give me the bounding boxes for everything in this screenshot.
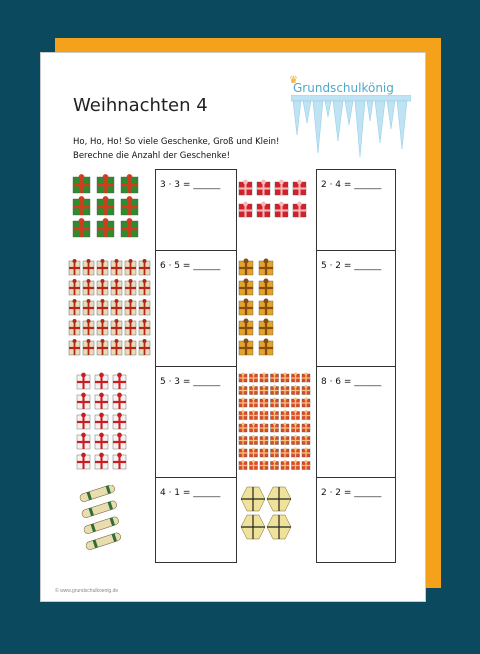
gift-icon bbox=[260, 460, 268, 469]
gift-icon bbox=[250, 398, 258, 407]
equation: 5 · 2 = ______ bbox=[321, 261, 382, 271]
gift-icon bbox=[239, 460, 247, 469]
gift-icon bbox=[250, 373, 258, 382]
gift-icon bbox=[239, 423, 247, 432]
gift-icon bbox=[239, 435, 247, 444]
gift-icon bbox=[239, 410, 247, 419]
gift-icon bbox=[69, 279, 80, 295]
gift-icon bbox=[121, 218, 138, 237]
gift-icon bbox=[271, 385, 279, 394]
gift-icon bbox=[69, 259, 80, 275]
icicles-icon bbox=[291, 95, 411, 159]
gift-icon bbox=[271, 373, 279, 382]
gift-icon bbox=[281, 398, 289, 407]
gift-icon bbox=[302, 460, 310, 469]
answer-cell[interactable] bbox=[316, 366, 396, 478]
crown-icon: ♛ bbox=[289, 75, 298, 86]
gift-icon bbox=[292, 398, 300, 407]
gift-icon bbox=[260, 385, 268, 394]
gift-icon bbox=[260, 398, 268, 407]
gift-icon bbox=[250, 410, 258, 419]
equation: 2 · 4 = ______ bbox=[321, 180, 382, 190]
hexagon-gift-icon bbox=[267, 487, 291, 511]
hexagon-gift-icon bbox=[241, 515, 265, 539]
gift-icon bbox=[125, 319, 136, 335]
intro-line-2: Berechne die Anzahl der Geschenke! bbox=[73, 151, 230, 161]
gift-icon bbox=[292, 373, 300, 382]
gift-icon bbox=[97, 299, 108, 315]
gift-icon bbox=[259, 278, 273, 295]
gift-icon bbox=[239, 258, 253, 275]
gift-icon bbox=[69, 339, 80, 355]
white-red-gift-icon bbox=[75, 371, 135, 475]
brand-name: Grundschulkönig bbox=[293, 81, 394, 95]
gift-icon bbox=[250, 423, 258, 432]
cracker-icon bbox=[81, 500, 118, 519]
gift-icon bbox=[292, 460, 300, 469]
answer-cell[interactable] bbox=[155, 366, 237, 478]
gift-icon bbox=[77, 413, 90, 429]
gift-icon bbox=[111, 339, 122, 355]
gift-icon bbox=[73, 218, 90, 237]
gift-icon bbox=[271, 423, 279, 432]
gift-icon bbox=[250, 385, 258, 394]
gift-icon bbox=[239, 338, 253, 355]
gift-icon bbox=[97, 259, 108, 275]
gift-icon bbox=[292, 435, 300, 444]
gift-icon bbox=[69, 319, 80, 335]
gift-icon bbox=[292, 410, 300, 419]
red-gift-icon bbox=[237, 177, 315, 223]
gift-icon bbox=[302, 448, 310, 457]
gift-icon bbox=[95, 413, 108, 429]
gift-icon bbox=[259, 298, 273, 315]
cracker-icon bbox=[75, 485, 135, 561]
gift-icon bbox=[113, 413, 126, 429]
gift-icon bbox=[77, 453, 90, 469]
gift-icon bbox=[113, 373, 126, 389]
gift-icon bbox=[97, 218, 114, 237]
gift-icon bbox=[125, 279, 136, 295]
gift-icon bbox=[97, 196, 114, 215]
cracker-icon bbox=[85, 532, 122, 551]
gift-icon bbox=[77, 433, 90, 449]
gift-icon bbox=[239, 180, 252, 195]
gift-icon bbox=[271, 460, 279, 469]
gift-icon bbox=[260, 448, 268, 457]
gift-icon bbox=[239, 318, 253, 335]
gift-icon bbox=[95, 433, 108, 449]
gift-icon bbox=[83, 279, 94, 295]
gift-icon bbox=[121, 196, 138, 215]
hexagon-gift-icon bbox=[237, 481, 297, 545]
gift-icon bbox=[260, 423, 268, 432]
gift-icon bbox=[95, 393, 108, 409]
gift-icon bbox=[83, 259, 94, 275]
gift-icon bbox=[281, 460, 289, 469]
gift-icon bbox=[83, 299, 94, 315]
gift-icon bbox=[281, 410, 289, 419]
gift-icon bbox=[281, 373, 289, 382]
gift-icon bbox=[139, 319, 150, 335]
gift-icon bbox=[239, 373, 247, 382]
gift-icon bbox=[139, 259, 150, 275]
gift-icon bbox=[77, 373, 90, 389]
gift-icon bbox=[113, 393, 126, 409]
gift-icon bbox=[239, 298, 253, 315]
gift-icon bbox=[250, 448, 258, 457]
intro-line-1: Ho, Ho, Ho! So viele Geschenke, Groß und Klein! bbox=[73, 137, 280, 147]
hexagon-gift-icon bbox=[241, 487, 265, 511]
gift-icon bbox=[275, 202, 288, 217]
gift-icon bbox=[292, 423, 300, 432]
worksheet-page bbox=[40, 52, 426, 602]
answer-cell[interactable] bbox=[316, 250, 396, 367]
gift-icon bbox=[83, 319, 94, 335]
gift-icon bbox=[97, 174, 114, 193]
gift-icon bbox=[259, 318, 273, 335]
page-title: Weihnachten 4 bbox=[73, 95, 208, 116]
gift-icon bbox=[281, 385, 289, 394]
answer-cell[interactable] bbox=[155, 250, 237, 367]
equation: 8 · 6 = ______ bbox=[321, 377, 382, 387]
equation: 5 · 3 = ______ bbox=[160, 377, 221, 387]
gift-icon bbox=[302, 398, 310, 407]
hexagon-gift-icon bbox=[267, 515, 291, 539]
footer-credit: © www.grundschulkoenig.de bbox=[55, 588, 119, 594]
gift-icon bbox=[293, 202, 306, 217]
gift-icon bbox=[271, 448, 279, 457]
answer-cell[interactable] bbox=[316, 169, 396, 251]
answer-cell[interactable] bbox=[155, 477, 237, 563]
gift-icon bbox=[257, 180, 270, 195]
gift-icon bbox=[113, 433, 126, 449]
gift-icon bbox=[292, 385, 300, 394]
gold-gift-icon bbox=[237, 257, 281, 357]
gift-icon bbox=[259, 338, 273, 355]
gift-icon bbox=[302, 373, 310, 382]
gift-icon bbox=[292, 448, 300, 457]
gift-icon bbox=[95, 453, 108, 469]
gift-icon bbox=[271, 410, 279, 419]
gift-icon bbox=[125, 259, 136, 275]
beige-gift-icon bbox=[67, 257, 157, 365]
gift-icon bbox=[239, 448, 247, 457]
gift-icon bbox=[302, 435, 310, 444]
gift-icon bbox=[275, 180, 288, 195]
small-red-gift-icon bbox=[237, 371, 317, 475]
green-gift-icon bbox=[71, 173, 151, 245]
equation: 4 · 1 = ______ bbox=[160, 488, 221, 498]
gift-icon bbox=[260, 435, 268, 444]
gift-icon bbox=[139, 279, 150, 295]
gift-icon bbox=[260, 410, 268, 419]
gift-icon bbox=[293, 180, 306, 195]
answer-cell[interactable] bbox=[316, 477, 396, 563]
gift-icon bbox=[250, 460, 258, 469]
equation: 6 · 5 = ______ bbox=[160, 261, 221, 271]
gift-icon bbox=[139, 299, 150, 315]
gift-icon bbox=[97, 339, 108, 355]
gift-icon bbox=[97, 279, 108, 295]
gift-icon bbox=[239, 385, 247, 394]
gift-icon bbox=[73, 174, 90, 193]
gift-icon bbox=[239, 202, 252, 217]
equation: 2 · 2 = ______ bbox=[321, 488, 382, 498]
gift-icon bbox=[271, 398, 279, 407]
cracker-icon bbox=[83, 516, 120, 535]
gift-icon bbox=[259, 258, 273, 275]
equation: 3 · 3 = ______ bbox=[160, 180, 221, 190]
gift-icon bbox=[77, 393, 90, 409]
gift-icon bbox=[95, 373, 108, 389]
gift-icon bbox=[271, 435, 279, 444]
gift-icon bbox=[302, 385, 310, 394]
answer-cell[interactable] bbox=[155, 169, 237, 251]
gift-icon bbox=[111, 319, 122, 335]
gift-icon bbox=[250, 435, 258, 444]
gift-icon bbox=[125, 299, 136, 315]
gift-icon bbox=[111, 299, 122, 315]
gift-icon bbox=[302, 423, 310, 432]
gift-icon bbox=[281, 435, 289, 444]
gift-icon bbox=[111, 279, 122, 295]
gift-icon bbox=[111, 259, 122, 275]
gift-icon bbox=[125, 339, 136, 355]
gift-icon bbox=[139, 339, 150, 355]
gift-icon bbox=[121, 174, 138, 193]
gift-icon bbox=[73, 196, 90, 215]
gift-icon bbox=[239, 398, 247, 407]
gift-icon bbox=[281, 423, 289, 432]
gift-icon bbox=[69, 299, 80, 315]
gift-icon bbox=[113, 453, 126, 469]
cracker-icon bbox=[79, 485, 116, 503]
gift-icon bbox=[257, 202, 270, 217]
gift-icon bbox=[97, 319, 108, 335]
gift-icon bbox=[239, 278, 253, 295]
gift-icon bbox=[302, 410, 310, 419]
gift-icon bbox=[83, 339, 94, 355]
gift-icon bbox=[260, 373, 268, 382]
gift-icon bbox=[281, 448, 289, 457]
